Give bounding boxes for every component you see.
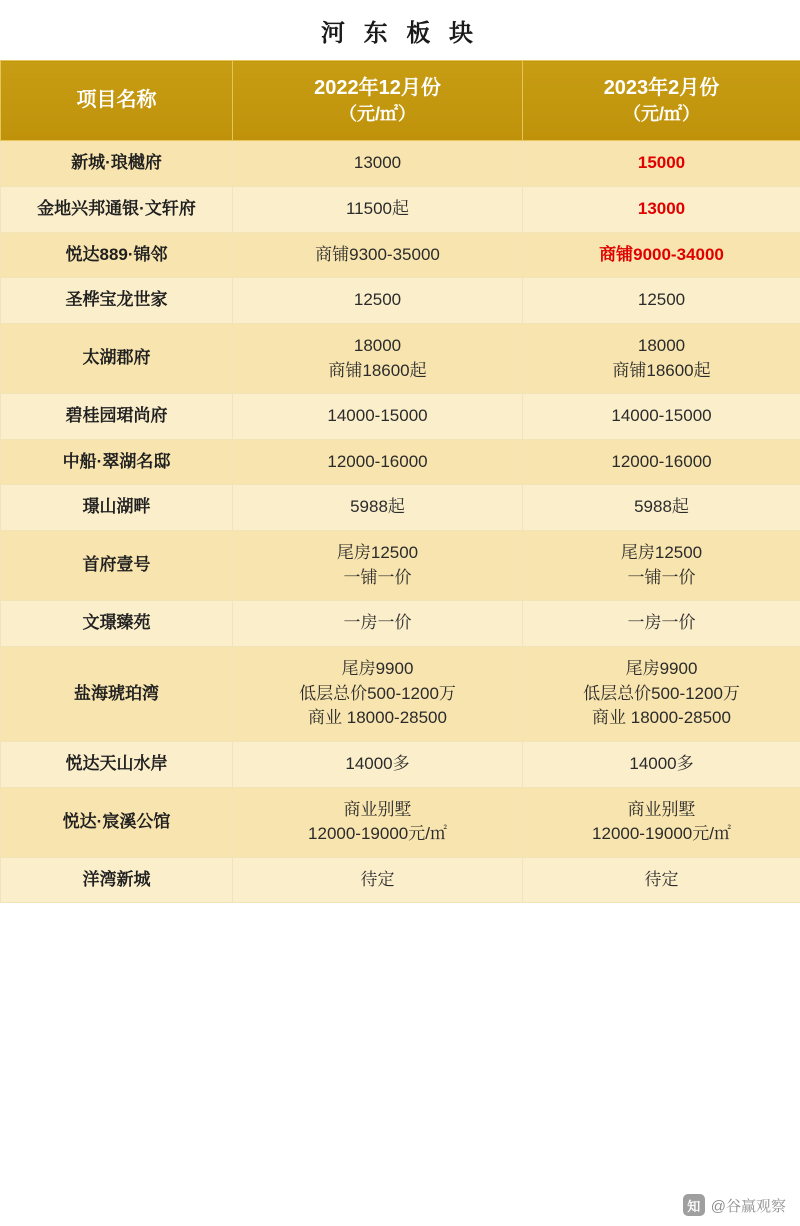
- cell-price-feb-2023-line: 12500: [637, 290, 686, 310]
- cell-price-feb-2023: [523, 646, 800, 741]
- cell-project-name: 悦达889·锦邻: [1, 232, 233, 278]
- table-row: [1, 601, 800, 647]
- cell-price-feb-2023: [523, 439, 800, 485]
- column-header-dec-2022: [233, 61, 523, 141]
- cell-price-feb-2023: [523, 601, 800, 647]
- cell-price-feb-2023-line: 一铺一价: [627, 567, 696, 587]
- column-header-feb-2023-label: 2023年2月份: [603, 77, 720, 99]
- table-row: [1, 141, 800, 187]
- cell-price-dec-2022-line: 商业别墅: [343, 799, 412, 819]
- cell-price-feb-2023: [523, 485, 800, 531]
- cell-price-feb-2023-line: 尾房9900: [625, 658, 698, 678]
- cell-price-feb-2023-line: 14000-15000: [611, 406, 712, 426]
- cell-price-dec-2022-line: 待定: [360, 869, 395, 889]
- cell-price-feb-2023: [523, 857, 800, 903]
- cell-project-name: 圣桦宝龙世家: [1, 278, 233, 324]
- cell-price-dec-2022-line: 14000多: [345, 753, 410, 773]
- cell-price-dec-2022-line: 14000-15000: [327, 406, 428, 426]
- table-header-row: [1, 61, 800, 141]
- cell-price-feb-2023-line: 12000-19000元/㎡: [592, 824, 731, 844]
- cell-price-feb-2023: [523, 323, 800, 393]
- cell-price-dec-2022: [233, 186, 523, 232]
- cell-price-feb-2023-line: 商铺9000-34000: [599, 244, 724, 264]
- cell-price-feb-2023-line: 15000: [637, 153, 686, 173]
- cell-price-dec-2022: [233, 278, 523, 324]
- cell-price-dec-2022: [233, 439, 523, 485]
- watermark-label: @谷赢观察: [710, 1197, 786, 1215]
- table-row: [1, 278, 800, 324]
- cell-project-name: 文璟臻苑: [1, 601, 233, 647]
- cell-price-dec-2022-line: 一铺一价: [343, 567, 412, 587]
- cell-price-feb-2023: [523, 787, 800, 857]
- cell-price-dec-2022: [233, 787, 523, 857]
- table-row: [1, 531, 800, 601]
- cell-price-feb-2023: [523, 141, 800, 187]
- cell-price-dec-2022-line: 5988起: [350, 497, 405, 517]
- cell-price-dec-2022-line: 商铺9300-35000: [315, 244, 440, 264]
- cell-price-dec-2022-line: 18000: [353, 335, 402, 355]
- cell-price-feb-2023-line: 商业 18000-28500: [592, 708, 731, 728]
- table-body: [1, 141, 800, 903]
- zhihu-badge-icon: 知: [683, 1194, 705, 1216]
- cell-price-feb-2023-line: 低层总价500-1200万: [583, 683, 740, 703]
- cell-price-feb-2023: [523, 232, 800, 278]
- cell-price-dec-2022-line: 12000-19000元/㎡: [308, 824, 447, 844]
- cell-price-dec-2022: [233, 531, 523, 601]
- cell-price-feb-2023-line: 13000: [637, 198, 686, 218]
- cell-price-feb-2023-line: 一房一价: [627, 613, 696, 633]
- page-title-bar: [0, 0, 800, 60]
- table-row: [1, 787, 800, 857]
- cell-project-name: 悦达·宸溪公馆: [1, 787, 233, 857]
- cell-project-name: 盐海琥珀湾: [1, 646, 233, 741]
- cell-price-feb-2023: [523, 741, 800, 787]
- cell-project-name: 洋湾新城: [1, 857, 233, 903]
- cell-price-dec-2022-line: 13000: [353, 153, 402, 173]
- price-table: [0, 60, 800, 903]
- table-row: [1, 857, 800, 903]
- page-title: 河 东 板 块: [320, 19, 479, 47]
- cell-price-feb-2023-line: 14000多: [629, 753, 694, 773]
- cell-price-dec-2022-line: 12500: [353, 290, 402, 310]
- column-header-dec-2022-unit: （元/㎡）: [338, 104, 416, 124]
- cell-price-dec-2022-line: 12000-16000: [327, 451, 428, 471]
- cell-price-dec-2022: [233, 741, 523, 787]
- cell-price-dec-2022: [233, 141, 523, 187]
- cell-price-dec-2022-line: 一房一价: [343, 613, 412, 633]
- table-row: [1, 485, 800, 531]
- cell-price-dec-2022: [233, 394, 523, 440]
- cell-price-dec-2022: [233, 323, 523, 393]
- cell-project-name: 中船·翠湖名邸: [1, 439, 233, 485]
- cell-price-dec-2022-line: 低层总价500-1200万: [299, 683, 456, 703]
- cell-price-dec-2022: [233, 485, 523, 531]
- column-header-project-name-label: 项目名称: [76, 89, 157, 112]
- cell-price-dec-2022: [233, 232, 523, 278]
- cell-price-feb-2023: [523, 394, 800, 440]
- cell-price-feb-2023-line: 5988起: [634, 497, 689, 517]
- cell-project-name: 新城·琅樾府: [1, 141, 233, 187]
- cell-price-feb-2023-line: 12000-16000: [611, 451, 712, 471]
- cell-project-name: 悦达天山水岸: [1, 741, 233, 787]
- table-row: [1, 646, 800, 741]
- cell-price-feb-2023: [523, 531, 800, 601]
- cell-price-feb-2023-line: 18000: [637, 335, 686, 355]
- cell-price-dec-2022-line: 尾房12500: [336, 543, 419, 563]
- cell-price-dec-2022-line: 11500起: [345, 198, 409, 218]
- cell-project-name: 首府壹号: [1, 531, 233, 601]
- watermark: [683, 1194, 786, 1216]
- cell-price-feb-2023: [523, 186, 800, 232]
- table-row: [1, 741, 800, 787]
- cell-price-dec-2022: [233, 857, 523, 903]
- cell-price-feb-2023-line: 商铺18600起: [612, 360, 711, 380]
- table-row: [1, 186, 800, 232]
- cell-price-feb-2023-line: 尾房12500: [620, 543, 703, 563]
- column-header-feb-2023: [523, 61, 800, 141]
- table-row: [1, 232, 800, 278]
- cell-price-dec-2022-line: 商业 18000-28500: [308, 708, 447, 728]
- cell-price-feb-2023: [523, 278, 800, 324]
- table-row: [1, 439, 800, 485]
- cell-price-dec-2022: [233, 601, 523, 647]
- table-row: [1, 394, 800, 440]
- cell-project-name: 金地兴邦通银·文轩府: [1, 186, 233, 232]
- cell-project-name: 璟山湖畔: [1, 485, 233, 531]
- column-header-project-name: [1, 61, 233, 141]
- column-header-feb-2023-unit: （元/㎡）: [622, 104, 700, 124]
- cell-price-dec-2022: [233, 646, 523, 741]
- cell-price-dec-2022-line: 商铺18600起: [328, 360, 427, 380]
- cell-project-name: 太湖郡府: [1, 323, 233, 393]
- table-row: [1, 323, 800, 393]
- column-header-dec-2022-label: 2022年12月份: [314, 77, 441, 99]
- cell-price-feb-2023-line: 商业别墅: [627, 799, 696, 819]
- cell-price-dec-2022-line: 尾房9900: [341, 658, 414, 678]
- cell-project-name: 碧桂园珺尚府: [1, 394, 233, 440]
- table-header: [1, 61, 800, 141]
- cell-price-feb-2023-line: 待定: [644, 869, 679, 889]
